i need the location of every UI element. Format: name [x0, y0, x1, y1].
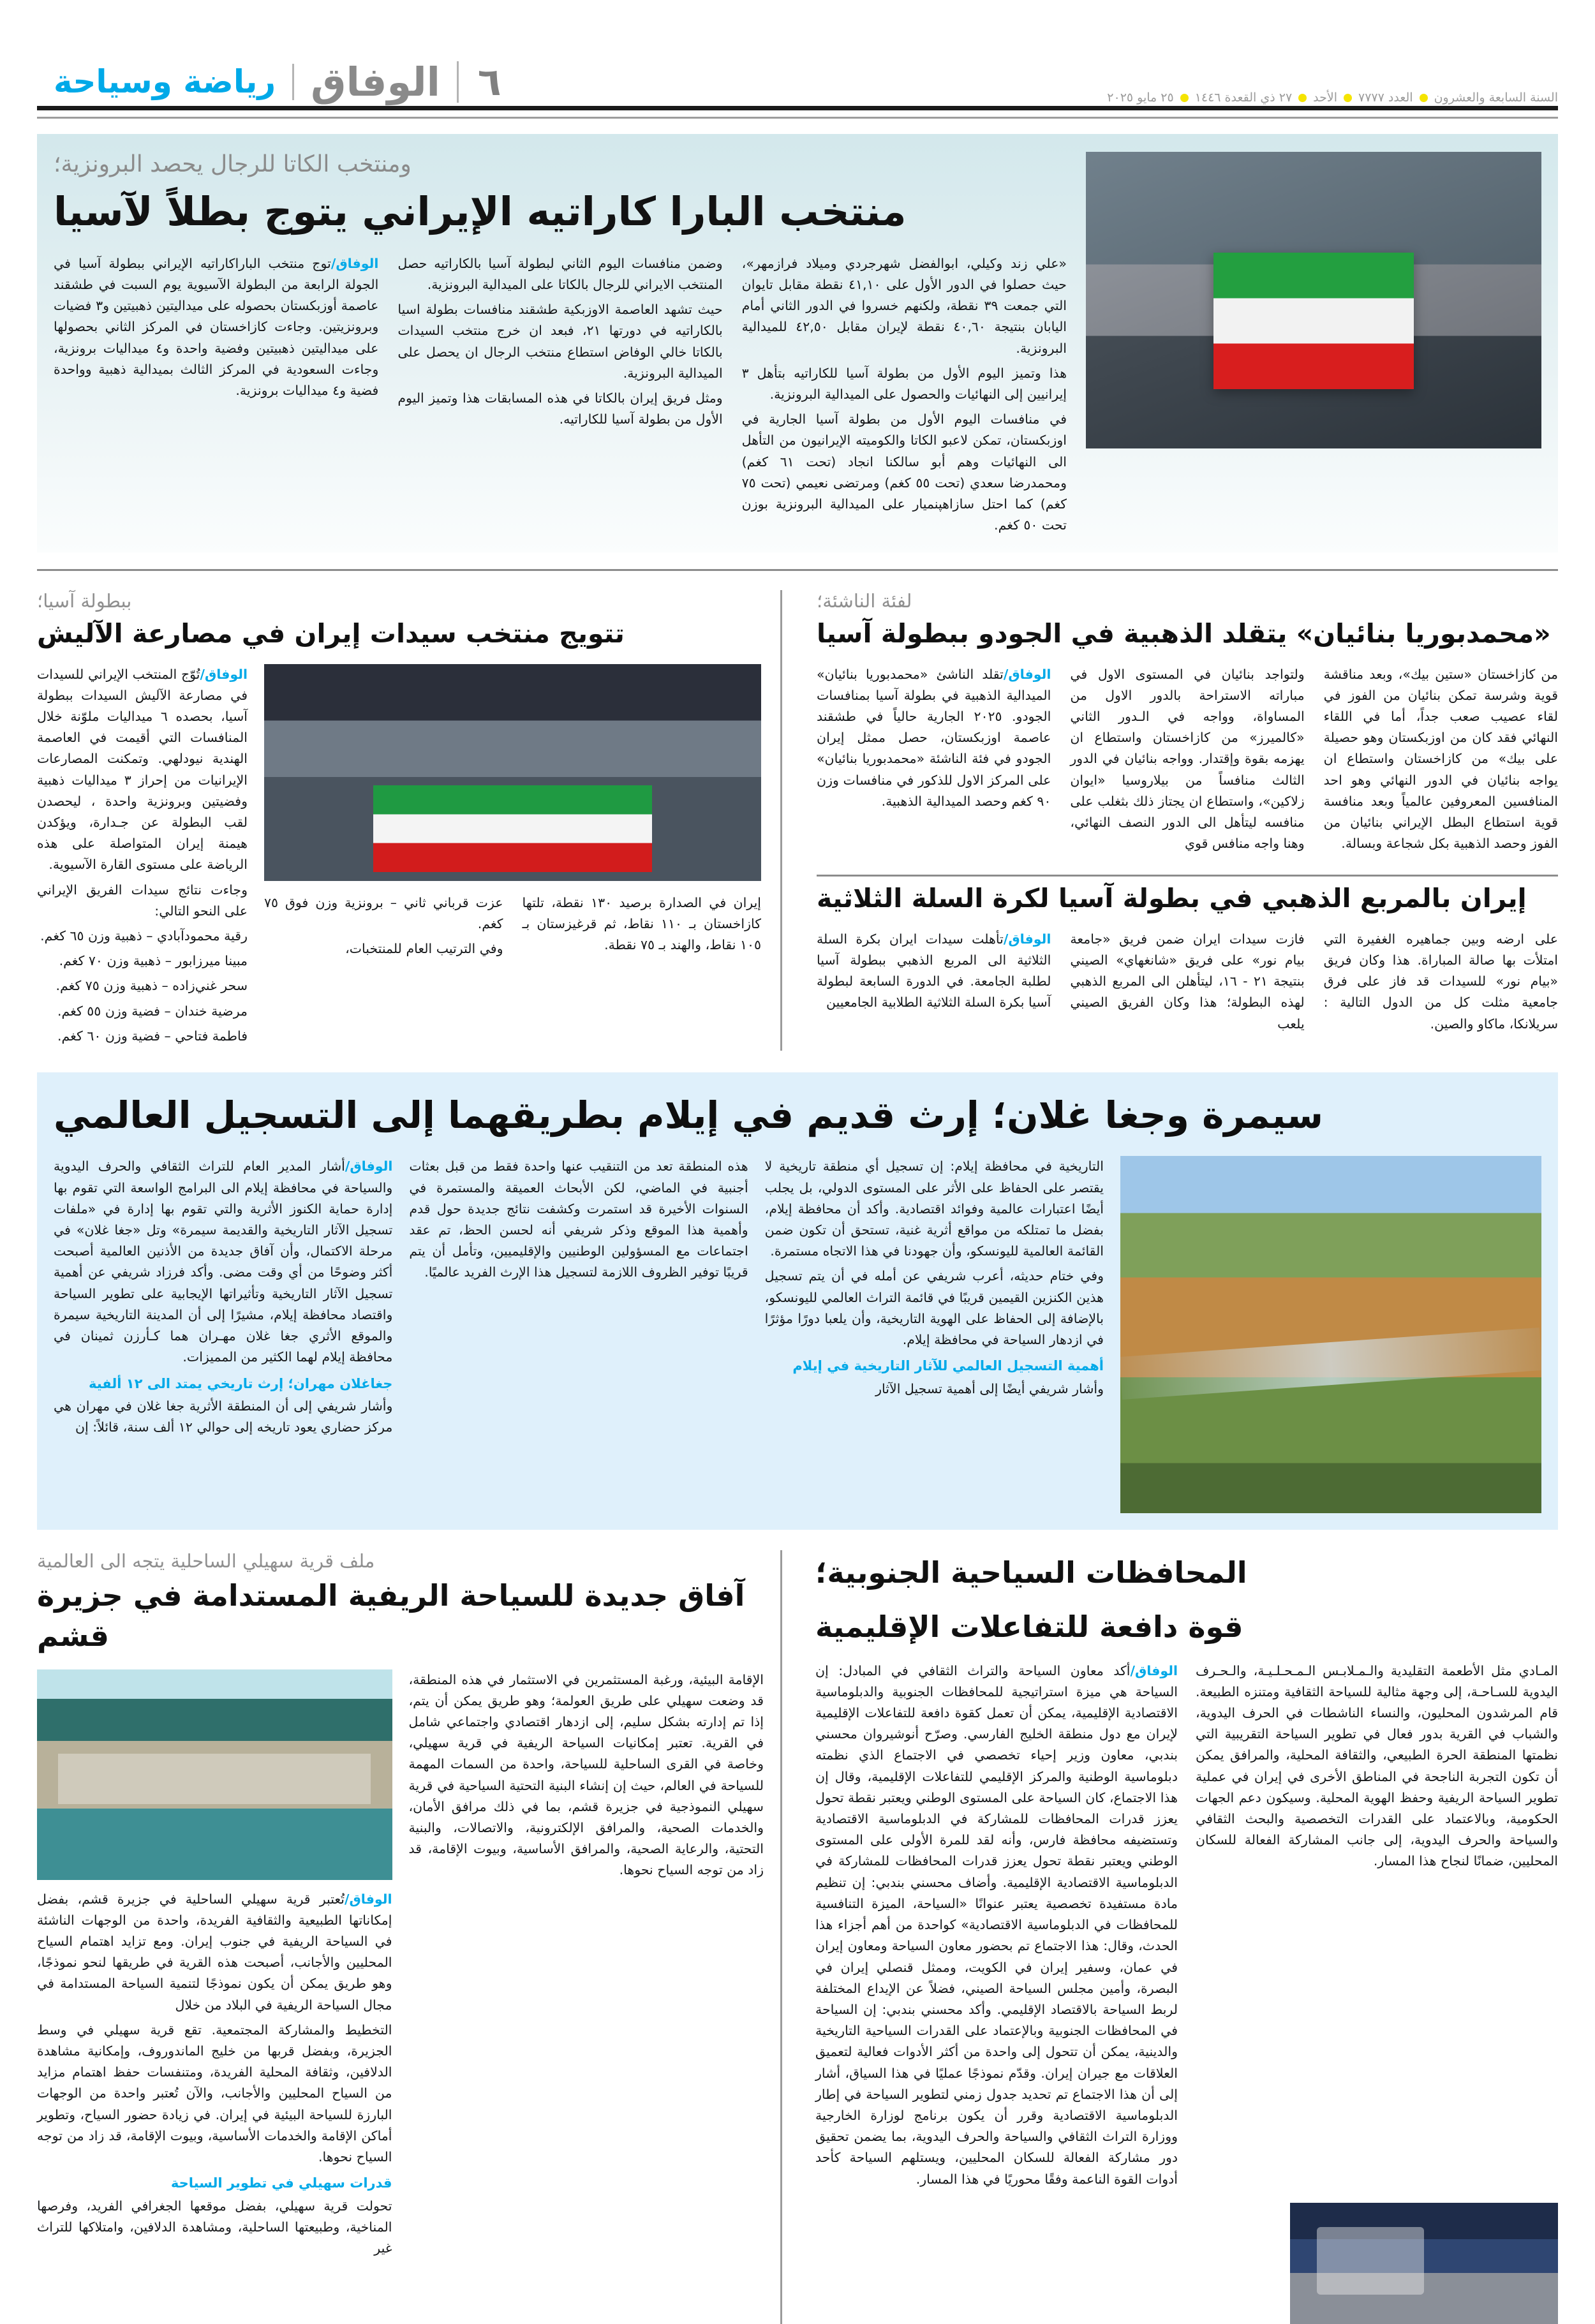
feature-col1-subtext: وأشار شريفي إلى أن المنطقة الأثرية جغا غلان في مهران هي مركز حضاري يعود تاريخه إلى حوالي ١٢ ألف سنة، قائلاً: إن: [54, 1398, 393, 1435]
lead-mid-p2: حيث تشهد العاصمة الاوزبكية طشقند منافسات بطولة اسيا بالكاراتيه في دورتها ٢١، فبعد ان خرج منتخب السيدات بالكاتا خالي الوفاض استطاع منتخب الرجال ان يحصل على الميدالية البرونزية.: [397, 302, 723, 381]
wrestling-right-text: [37, 664, 248, 876]
wrestling-result-item: رقية محمودآبادي – ذهبية وزن ٦٥ كغم.: [40, 928, 248, 944]
feature-column-1: [54, 1156, 392, 1513]
judo-left-text: من كازاخستان «ستين بيك»، وبعد مناقشة قوية وشرسة تمكن بنائيان من الفوز في لقاء عصيب صعب جداً، أما في اللقاء النهائي فقد كان من اوزبكستان وهو حصيلة على بيك» من كازاخستان واستطاع ان يواجه بنائيان في الدور النهائي وهو احد المنافسين المعروفين عالمياً وبعد منافسة قوية استطاع البطل الإيراني بنائيان من الفوز وحصد الذهبية بكل شجاعة وبسالة.: [1323, 666, 1558, 852]
qeshm-column-left: [409, 1669, 764, 2263]
judo-bottom-rule: [817, 875, 1558, 877]
judo-column-middle: [1070, 664, 1304, 859]
feature-col1-subhead: جغاغلان مهران؛ إرث تاريخي يمتد الى ١٢ ألفية: [88, 1375, 393, 1391]
issue-number: العدد ٧٧٧٧: [1358, 91, 1413, 105]
basketball-columns: [817, 929, 1558, 1039]
masthead-branding: [37, 61, 517, 103]
lead-column-left: [742, 253, 1067, 540]
judo-columns: [817, 664, 1558, 859]
southern-column-right: [815, 1661, 1178, 2194]
wrestling-photo-iran-women-team: [264, 664, 761, 881]
brand-label: الوفاق/: [1003, 931, 1051, 947]
feature-headline: سيمرة وجغا غلان؛ إرث قديم في إيلام بطريقهما إلى التسجيل العالمي: [54, 1093, 1324, 1137]
qeshm-right-text: [37, 1889, 392, 2016]
brand-label: الوفاق/: [1130, 1662, 1178, 1678]
lead-mid-p1: وضمن منافسات اليوم الثاني لبطولة آسيا بالكاراتيه حصل المنتخب الايراني للرجال بالكاتا على الميدالية البرونزية.: [397, 255, 723, 292]
section-name: رياضة وسياحة: [37, 64, 294, 101]
southern-photo-delegation-meeting: [1290, 2203, 1558, 2324]
bullet-dot-icon: [1180, 94, 1189, 102]
qeshm-right-p2: التخطيط والمشاركة المجتمعية. تقع قرية سهيلي في وسط الجزيرة، وبفضل قربها من خليج الماندوروف، وإمكانية مشاهدة الدلافين، وثقافة المحلية الفريدة، ومتنفسات حفظ اهتمام مزايد من السياح المحليين والأجانب، والآن تُعتبر واحدة من الوجهات البارزة للسياحة البيئية في إيران. في زيادة حضور السياح، وتطوير أماكن الإقامة والخدمات الأساسية، وبيوت الإقامة، قد زاد من توجه السياح نحوها.: [37, 2022, 392, 2165]
wrestling-result-item: مبينا ميرزابور – ذهبية وزن ٧٠ كغم.: [59, 953, 248, 969]
brand-label: الوفاق/: [345, 1158, 393, 1174]
qeshm-article: [37, 1550, 764, 2323]
lead-bottom-rule: [37, 569, 1558, 571]
judo-column-left: [1324, 664, 1558, 859]
basketball-article: [817, 882, 1558, 1038]
southern-column-middle: [1196, 1661, 1558, 2194]
qeshm-kicker: ملف قرية سهيلي الساحلية يتجه الى العالمية: [37, 1550, 375, 1573]
feature-row: [54, 1156, 1541, 1513]
brand-label: الوفاق/: [1003, 666, 1051, 682]
issue-line: [1107, 91, 1558, 105]
feature-photo-ilam-simareh-canyon: [1120, 1156, 1541, 1513]
southern-mid-text: المـادي مثل الأطعمة التقليدية والـمـلابـس الـمـحـلـيـة، والـحـرف اليدوية للسـاحـة، إلى وجهة مثالية للسياحة الثقافية ومتنزه الطبيعة. قام المرشدون المحليون، والنساء الناشطات في الحرف اليدوية، والشباب في القرية بدور فعال في تطوير السياحة التقريبية التي نظمتها المنطقة الحرة الطبيعي، والثقافة المحلية، والمرافق يمكن أن تكون التجربة الناجحة في المناطق الأخرى في إيران في عملية تطوير السياحة الريفية وحفظ الهوية المحلية. وسيكون دعم الجهات الحكومية، وبالاعتماد على القدرات التخصصية والبحث الثقافي والسياحة والحرف اليدوية، إلى جانب المشاركة الفعالة للسكان المحليين، ضمانًا لنجاح هذا المسار.: [1196, 1662, 1558, 1869]
basketball-column-right: [817, 929, 1051, 1039]
feature-col1-body: أشار المدير العام للتراث الثقافي والحرف اليدوية والسياحة في محافظة إيلام الى البرامج الواسعة التي تقوم بها إدارة حماية الكنوز الأثرية والتي تقوم بها إدارة في «ملفات تسجيل الآثار التاريخية والقديمة سيمرة» وتل «جغا غلان» في مرحلة الاكتمال، وأن آفاق جديدة من الأذنين العالمية أصبحت أكثر وضوحًا من أي وقت مضى. وأكد فرزاد شريفي عن أهمية تسجيل الآثار التاريخية وتأثيراتها الإيجابية على تطوير السياحة واقتصاد محافظة إيلام، مشيرًا إلى أن المدينة التاريخية سيمرة والموقع الأثري جغا غلان مهـران هما كـأرزن ثمينان في محافظة إيلام لهما الكثير من المميزات.: [54, 1158, 393, 1365]
sports-two-up-row: [37, 590, 1558, 1051]
wrestling-results-intro: وجاءت نتائج سيدات الفريق الإيراني على النحو التالي:: [37, 882, 248, 919]
qeshm-headline: آفاق جديدة للسياحة الريفية المستدامة في جزيرة قشم: [37, 1578, 745, 1653]
wrestling-column-middle: [264, 892, 503, 964]
basketball-right-text: [817, 929, 1051, 1014]
lead-kicker: ومنتخب الكاتا للرجال يحصد البرونزية؛: [54, 151, 412, 177]
wrestling-mid-p1: عزت قرباني ثاني – برونزية وزن فوق ٧٥ كغم.: [264, 894, 503, 931]
southern-provinces-article: [799, 1550, 1558, 2323]
wrestling-result-item: سحر غني‌زاده – ذهبية وزن ٧٥ كغم.: [56, 978, 248, 994]
lead-left-p3: في منافسات اليوم الأول من بطولة آسيا الجارية في اوزبكستان، تمكن لاعبو الكاتا والكوميته الإيرانيون من التأهل الى النهائيات وهم أبو سالكنا انجاد (تحت ٦١ كغم) ومحمدرضا سعدي (تحت ٥٥ كغم) ومرتضى نعيمي (تحت ٧٥ كغم) كما احتل سازاهپنمیار على الميدالية البرونزية بوزن تحت ٥٠ كغم.: [741, 411, 1067, 533]
masthead: [37, 0, 1558, 105]
basketball-headline: إيران بالمربع الذهبي في بطولة آسيا لكرة السلة الثلاثية: [817, 883, 1527, 914]
paper-name: الوفاق: [294, 61, 459, 103]
issue-weekday: الأحد: [1313, 91, 1338, 105]
feature-col3-p2: وفي ختام حديثه، أعرب شريفي عن أمله في أن يتم تسجيل هذين الكنزين القيمين قريبًا في قائمة التراث العالمي لليونسكو، بالإضافة إلى الحفاظ على الهوية التاريخية، وأن يلعبا دورًا مؤثرًا في ازدهار السياحة في محافظة إيلام.: [764, 1268, 1104, 1348]
lead-columns: [54, 253, 1067, 540]
wrestling-left-text: إيران في الصدارة برصيد ١٣٠ نقطة، تلتها كازاخستان بـ ١١٠ نقاط، ثم قرغيزستان بـ ١٠٥ نقاط، والهند بـ ٧٥ نقطة.: [522, 894, 762, 953]
wrestling-sub-columns: [264, 892, 761, 964]
brand-label: الوفاق/: [200, 666, 248, 682]
basketball-left-text: على ارضه وبين جماهيره الغفيرة التي امتلأت بها صالة المباراة. هذا وكان فريق «بيام نور» للسيدات قد فاز على فرق جامعية مثلت كل من الدول التالية : سريلانكا، ماكاو والصين.: [1323, 931, 1558, 1032]
brand-label: الوفاق/: [330, 255, 379, 271]
bullet-dot-icon: [1344, 94, 1352, 102]
lead-right-body: توج منتخب الباراكاراتيه الإيراني ببطولة آسيا في الجولة الرابعة من البطولة الآسيوية يوم السبت في طشقند عاصمة أوزبكستان بحصوله على ميداليتين ذهبيتين و٣ فضيات وبرونزيتين. وجاءت كازاخستان في المركز الثاني بحصولها على ميداليتين ذهبيتين وفضية واحدة و٤ ميداليات برونزية، وجاءت السعودية في المركز الثالث بميدالية ذهبية وواحدة فضية و٤ ميداليات برونزية.: [54, 255, 379, 398]
southern-columns: [815, 1661, 1558, 2194]
wrestling-right-body: تُوّج المنتخب الإيراني للسيدات في مصارعة الآليش السيدات ببطولة آسيا، بحصده ٦ ميداليات ملوّنة خلال المنافسات التي أقيمت في العاصمة الهندية نيودلهي. وتمكنت المصارعات الإيرانيات من إحراز ٣ ميداليات ذهبية وفضيتين وبرونزية واحدة ، ليحصدن لقب البطولة عن جـدارة، ويؤكدن هيمنة إيران المتواصلة على هذه الرياضة على مستوى القارة الآسيوية.: [37, 666, 248, 873]
qeshm-column-right: [37, 1669, 392, 2263]
judo-right-text: [817, 664, 1051, 812]
feature-column-3: [765, 1156, 1104, 1513]
southern-headline: قوة دافعة للتفاعلات الإقليمية: [815, 1609, 1243, 1644]
qeshm-left-text: الإقامة البيئية، ورغبة المستثمرين في الاستثمار في هذه المنطقة، قد وضعت سهيلي على طريق العولمة؛ وهو طريق يمكن أن يتم، إذا تم إدارته بشكل سليم، إلى ازدهار اقتصادي واجتماعي شامل في القرية. تعتبر إمكانيات السياحة الريفية في قرية سهيلي، وخاصة في القرى الساحلية للسياحة، واحدة من السمات المهمة للسياحة في العالم، حيث إن إنشاء البنية التحتية السياحية في قرية سهيلي النموذجية في جزيرة قشم، بما في ذلك مرافق الأمان، والخدمات الصحية، والمرافق الإلكترونية، والاتصالات، والبنية التحتية، والرعاية الصحية، والمرافق الأساسية، وبيوت الإقامة، قد زاد من توجه السياح نحوها.: [408, 1671, 764, 1878]
basketball-column-left: [1324, 929, 1558, 1039]
qeshm-photo-soheili-village-aerial: [37, 1669, 392, 1880]
wrestling-headline: تتويج منتخب سيدات إيران في مصارعة الآليش: [37, 618, 625, 649]
basketball-column-middle: [1070, 929, 1304, 1039]
judo-article: [799, 590, 1558, 1051]
wrestling-column-left: [523, 892, 762, 964]
lead-photo-container: [1073, 134, 1558, 540]
lead-left-p1: «علي زند وكيلي، ابوالفضل شهرجردي وميلاد فرازمهر»، حيث حصلوا في الدور الأول على ٤١,١٠ نقطة مقابل تايوان التي جمعت ٣٩ نقطة، ولكنهم خسروا في الدور الثاني أمام اليابان بنتيجة ٤٠,٦٠ نقطة لإيران مقابل ٤٢,٥٠ للميدالية البرونزية.: [741, 255, 1067, 356]
issue-year: السنة السابعة والعشرون: [1434, 91, 1558, 105]
brand-label: الوفاق/: [344, 1891, 392, 1907]
feature-col2-text: هذه المنطقة تعد من التنقيب عنها واحدة فقط من قبل بعثات أجنبية في الماضي، لكن الأبحاث العميقة والمستمرة في السنوات الأخيرة قد استمرت وكشفت نتائج جديدة حول قدم وأهمية هذا الموقع وذكر شريفي أنه لحسن الحظ، تم عقد اجتماعات مع المسؤولين الوطنيين والإقليميين، وتأمل أن يتم قريبًا توفير الظروف اللازمة لتسجيل هذا الإرث الفريد عالميًا.: [409, 1158, 748, 1280]
vertical-divider: [780, 1550, 782, 2323]
feature-col3-subtext: وأشار شريفي أيضًا إلى أهمية تسجيل الآثار: [875, 1380, 1104, 1396]
judo-headline: «محمدبوريا بنائيان» يتقلد الذهبية في الجودو ببطولة آسيا: [817, 618, 1551, 649]
qeshm-subhead: قدرات سهيلي في تطوير السياحة: [170, 2175, 392, 2191]
bullet-dot-icon: [1298, 94, 1307, 102]
feature-column-2: [409, 1156, 748, 1513]
southern-right-body: أكد معاون السياحة والتراث الثقافي في المبادل: إن السياحة هي ميزة استراتيجية للمحافظات الجنوبية والدبلوماسية الاقتصادية الإقليمية، يمكن أن تعمل كقوة دافعة للتفاعلات الإقليمية لإيران مع دول منطقة الخليج الفارسي. وصرّح أنوشيروان محسني بندبي، معاون وزير إحياء تخصصي في الاجتماع الذي نظمته دبلوماسية الوطنية والمركز الإقليمي للتفاعلات الإقليمية، وقال إن هذا الاجتماع، كان السياحة على المستوى الوطني ويعتبر نقطة تحول يعزز قدرات المحافظات للمشاركة في الدبلوماسية الاقتصادية وتستضيفه محافظة فارس، وأنه لقد للمرة الأولى على المستوى الوطني ويعتبر نقطة تحول يعزز قدرات المحافظات للمشاركة في الدبلوماسية الاقتصادية الإقليمية. وأضاف محسني بندبي: إن تنظيم مادة مستفيدة تخصصية يعتبر عنوانًا «السياحة، الميزة التنافسية للمحافظات في الدبلوماسية الاقتصادية» كواحدة من أهم أجزاء هذا الحدث، وقال: هذا الاجتماع تم بحضور معاون السياحة ومعاون إيران في عمان، وسفير إيران في الكويت، وممثل قنصلي إيران في البصرة، وأمين مجلس السياحة الصيني، فضلاً عن الإيداع المختلفة لربط السياحة بالاقتصاد الإقليمي. وأكد محسني بندبي: إن السياحة في المحافظات الجنوبية وبالإعتماد على القدرات السياحية التاريخية والدينية، يمكن أن تتحول إلى واحدة من أكثر الأدوات فعالية لتعميق العلاقات مع جيران إيران. وقدّم نموذجًا عمليًا في هذا السياق، أشار إلى أن هذا الاجتماع تم تحديد جدول زمني لتطوير السياحة في إطار الدبلوماسية الاقتصادية وقرر أن يكون برنامج لوزارة الخارجية ووزارة التراث الثقافي والسياحة والحرف اليدوية، بما يضمن تحقيق دور مشاركة الفعالة للسكان المحليين، ويستلهم السياحة كأحد أدوات القوة الناعمة وفقًا محوريًا في هذا المسار.: [815, 1662, 1178, 2187]
judo-right-body: تقلد الناشئ «محمدبوريا بنائيان» الميدالية الذهبية في بطولة آسيا بمنافسات الجودو. ٢٠٢٥ الجارية حالياً في طشقند عاصمة اوزبكستان، حصل ممثل إيران الجودو في فئة الناشئة «محمدبوريا بنائيان» على المركز الاول للذكور في منافسات وزن ٩٠ كغم وحصد الميدالية الذهبية.: [817, 666, 1051, 809]
wrestling-result-item: مرضية خندان – فضية وزن ٥٥ كغم.: [57, 1003, 248, 1019]
southern-right-text: [815, 1661, 1178, 2190]
basketball-right-body: تأهلت سيدات ايران بكرة السلة الثلاثية الى المربع الذهبي ببطولة آسيا لطلبة الجامعة. في الدورة السابعة لبطولة آسيا بكرة السلة الثلاثية الطلابية الجامعيين: [817, 931, 1051, 1010]
masthead-top-rule: [37, 106, 1558, 110]
lead-right-text: [54, 253, 378, 401]
feature-col1-text: [54, 1156, 392, 1368]
wrestling-kicker: ببطولة آسيا؛: [37, 590, 132, 612]
page-number: ٦: [477, 59, 501, 105]
qeshm-subtext: تحولت قرية سهيلي، بفضل موقعها الجغرافي الفريد، وفرصها المناخية، وطبيعتها الساحلية، ومشاهدة الدلافين، وامتلاكها للتراث غير: [37, 2198, 392, 2256]
judo-column-right: [817, 664, 1051, 859]
lead-article: [37, 134, 1558, 552]
feature-col3-p1: التاريخية في محافظة إيلام: إن تسجيل أي منطقة تاريخية لا يقتصر على الحفاظ على الأثر على المستوى الدولي، بل يجلب أيضًا اعتبارات عالمية وفوائد اقتصادية. وأكد أن محافظة إيلام، بفضل ما تمتلكه من مواقع أثرية غنية، تستحق أن تكون ضمن القائمة العالمية لليونسكو، وأن جهودنا في هذا الاتجاه مستمرة.: [764, 1158, 1104, 1259]
issue-hijri-date: ٢٧ ذي القعدة ١٤٤٦: [1194, 91, 1293, 105]
wrestling-article: [37, 590, 764, 1051]
qeshm-columns: [37, 1669, 764, 2263]
wrestling-column-right: [37, 664, 248, 1051]
masthead-bottom-rule: [37, 117, 1558, 119]
vertical-divider: [780, 590, 782, 1051]
wrestling-result-item: فاطمة فتاحي – فضية وزن ٦٠ كغم.: [57, 1028, 248, 1044]
issue-gregorian-date: ٢٥ مايو ٢٠٢٥: [1107, 91, 1174, 105]
lead-article-body: [37, 134, 1073, 540]
ilam-feature-article: [37, 1072, 1558, 1530]
bullet-dot-icon: [1420, 94, 1428, 102]
judo-kicker: لفئة الناشئة؛: [817, 590, 912, 612]
lead-left-p2: هذا وتميز اليوم الأول من بطولة آسيا للكاراتيه بتأهل ٣ إيرانيين إلى النهائيات والحصول على الميدالية البرونزية.: [741, 365, 1067, 402]
lead-column-right: [54, 253, 378, 540]
southern-kicker: المحافظات السياحية الجنوبية؛: [815, 1555, 1247, 1590]
qeshm-right-body: تُعتبر قرية سهيلي الساحلية في جزيرة قشم، بفضل إمكاناتها الطبيعية والثقافية الفريدة، واحدة من الوجهات الناشئة في السياحة الريفية في جنوب إيران. ومع تزايد اهتمام السياح المحليين والأجانب، أصبحت هذه القرية في طريقها لنحو نموذجًا، وهو طريق يمكن أن يكون نموذجًا لتنمية السياحة المستدامة في مجال السياحة الريفية في البلاد من خلال: [37, 1891, 392, 2013]
lead-mid-p3: ومثل فريق إيران بالكاتا في هذه المسابقات هذا وتميز اليوم الأول من بطولة آسيا للكاراتيه.: [397, 390, 723, 427]
lead-headline: منتخب البارا كاراتيه الإيراني يتوج بطلاً لآسيا: [54, 188, 907, 235]
basketball-mid-text: فازت سيدات ايران ضمن فريق «جامعة بيام نور» على فريق «شانغهاي» الصيني بنتيجة ٢١ - ١٦، ليتأهلن الى المربع الذهبي لهذه البطولة؛ هذا وكان الفريق الصيني يلعب: [1070, 931, 1305, 1032]
lead-photo-iranian-para-karate-team: [1086, 152, 1541, 448]
wrestling-mid-p2: وفي الترتيب العام للمنتخبات،: [345, 941, 503, 957]
tourism-bottom-row: [37, 1550, 1558, 2323]
judo-mid-text: ولتواجد بنائيان في المستوى الاول في مباراته الاستراحة بالدور الاول من المساواة، وواجه في الـدور الثاني «كالميرز» من كازاخستان واستطاع ان يهزمه بقوة وإقتدار. وواجه بنائيان في الدور الثالث منافساً من بيلاروسيا «ايوان زلاكين»، واستطاع ان يجتاز ذلك بثغلب على منافسه ليتأهل الى الدور النصف النهائي، وهنا واجه منافس قوي: [1070, 666, 1305, 852]
lead-column-middle: [397, 253, 722, 540]
feature-col3-subhead: أهمية التسجيل العالمي للآثار التاريخية في إيلام: [792, 1358, 1104, 1374]
